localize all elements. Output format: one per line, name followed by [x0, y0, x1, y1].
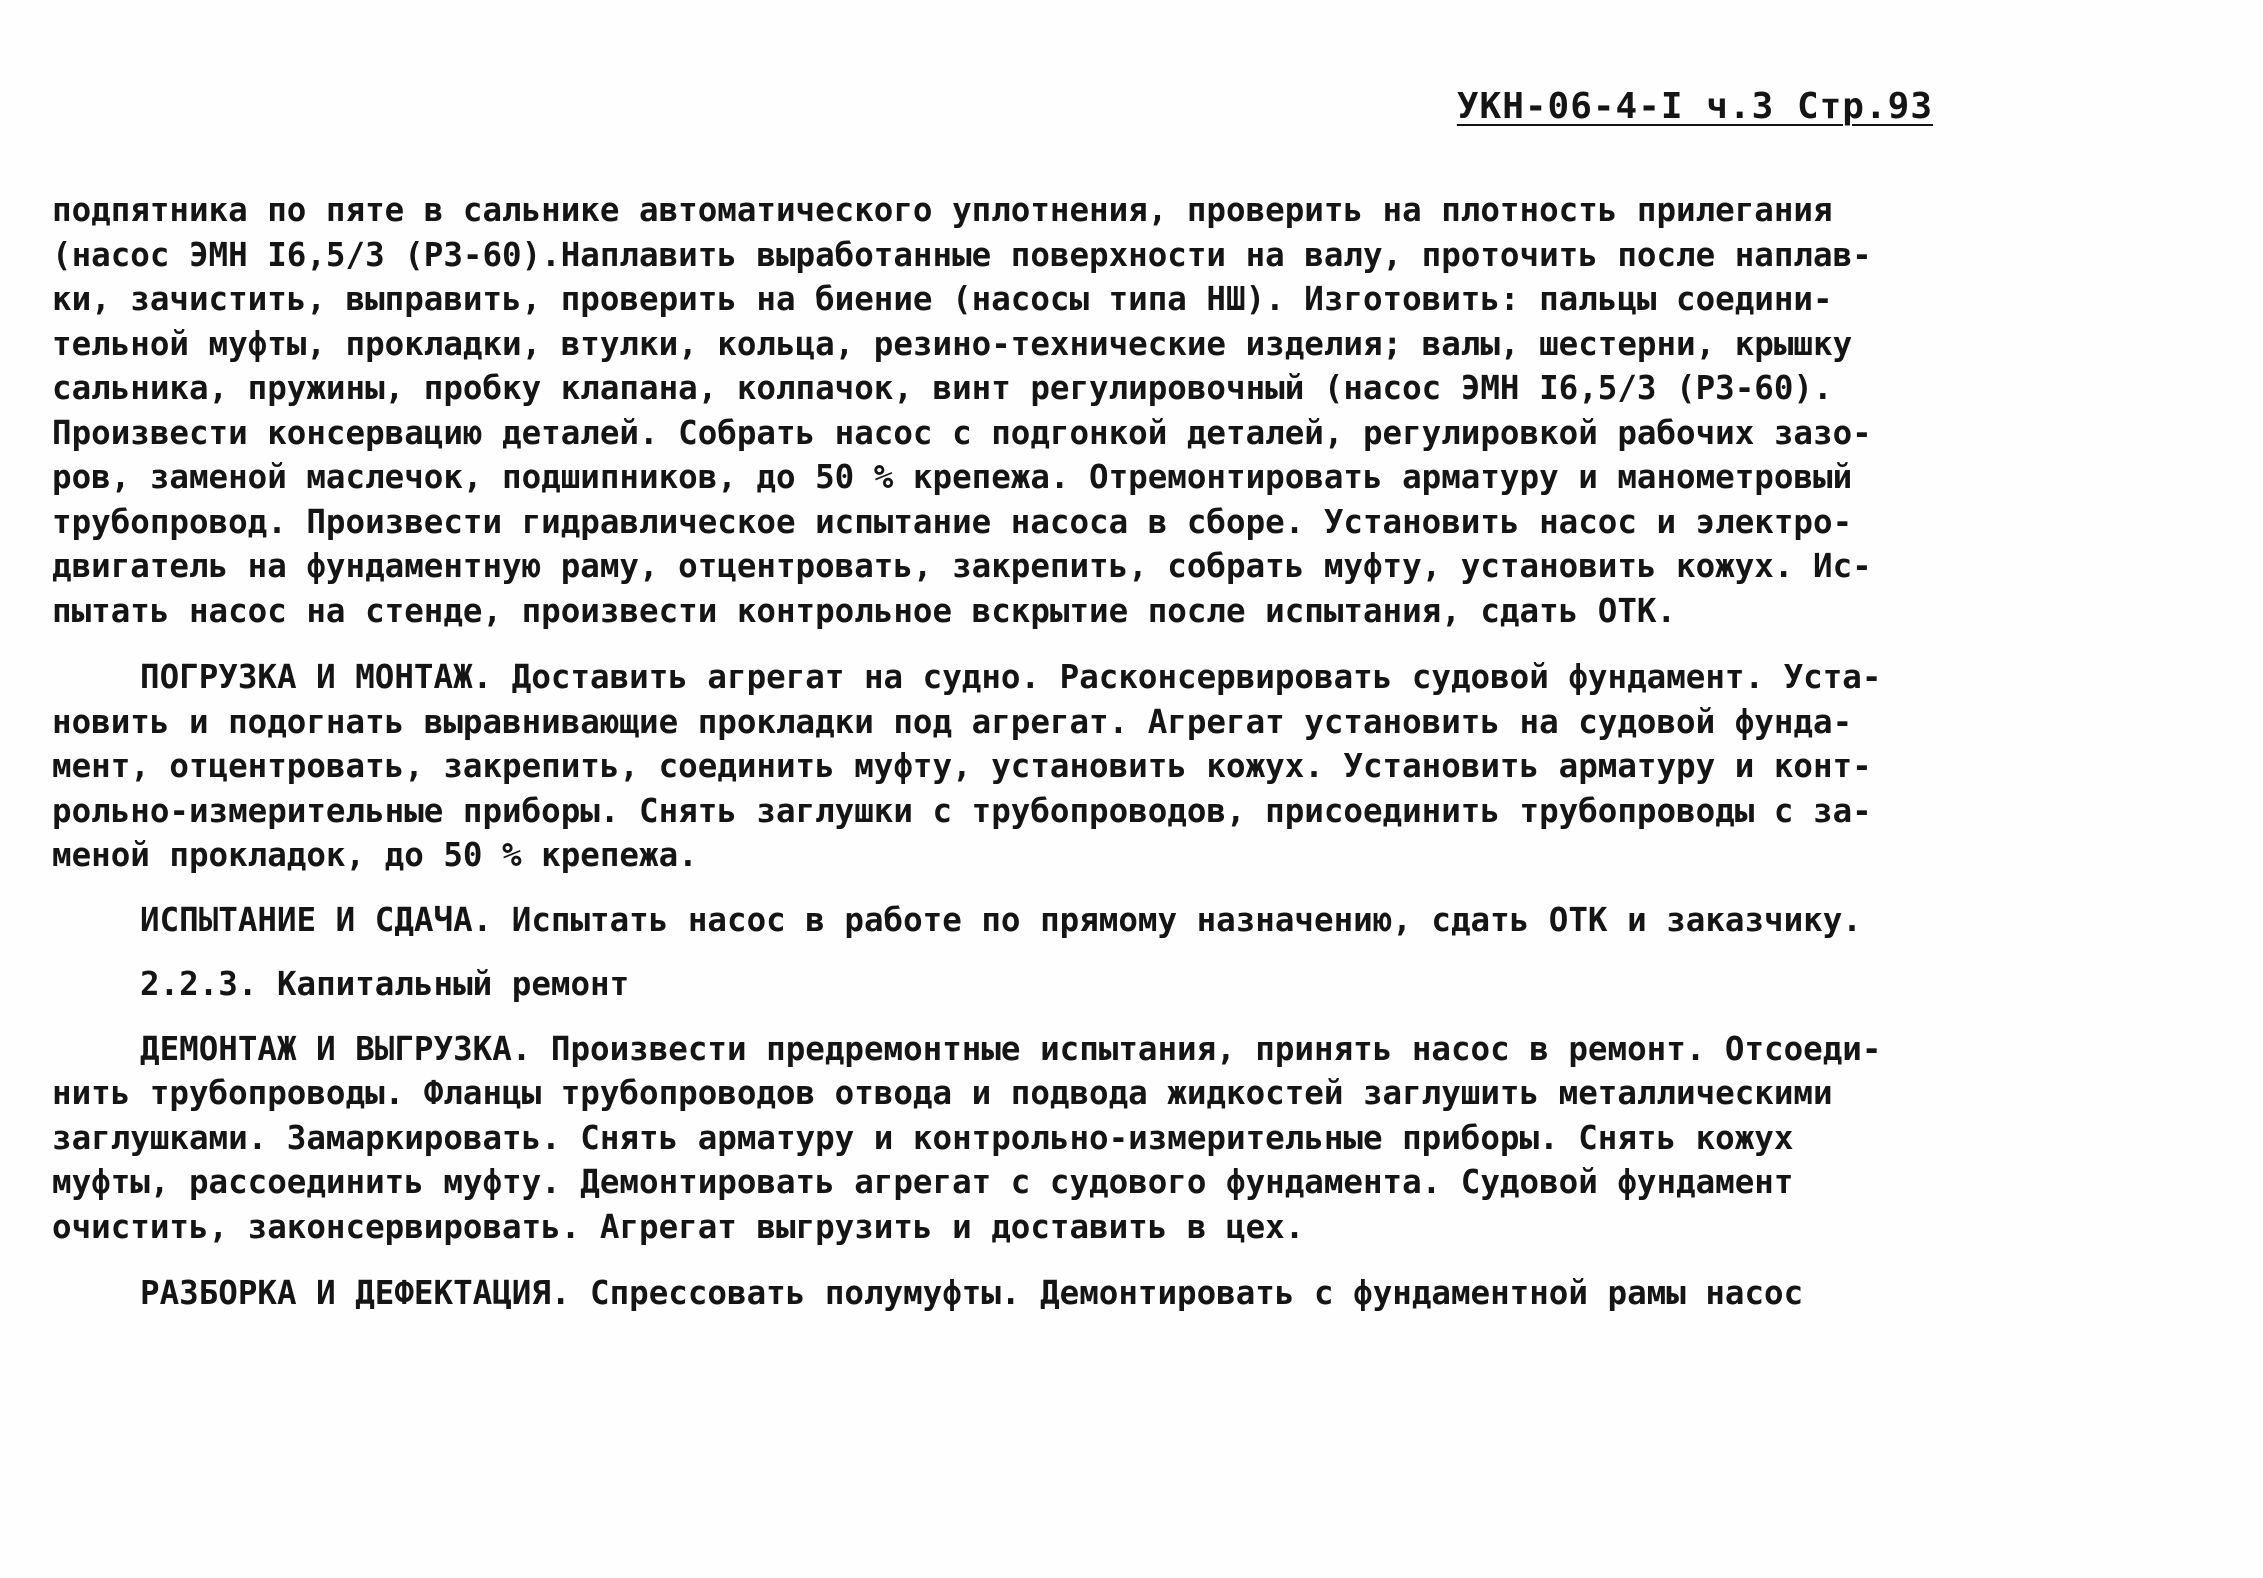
- text-line: тельной муфты, прокладки, втулки, кольца, резино-технические изделия; валы, шестерни, крышку: [52, 324, 1853, 363]
- text-line: подпятника по пяте в сальнике автоматического уплотнения, проверить на плотность прилегания: [52, 191, 1833, 229]
- text-line: ДЕМОНТАЖ И ВЫГРУЗКА. Произвести предремонтные испытания, принять насос в ремонт. Отсоеди-: [140, 1029, 1882, 1068]
- text-line: очистить, законсервировать. Агрегат выгрузить и доставить в цех.: [52, 1207, 1305, 1246]
- paragraph-disassembly-inspection: [52, 1271, 1932, 1316]
- paragraph-loading-mounting: [52, 655, 1932, 878]
- text-line: новить и подогнать выравнивающие прокладки под агрегат. Агрегат установить на судовой фунда-: [52, 702, 1853, 741]
- text-line: РАЗБОРКА И ДЕФЕКТАЦИЯ. Спрессовать полумуфты. Демонтировать с фундаментной рамы насос: [140, 1274, 1804, 1312]
- paragraph-testing-delivery: [52, 898, 1932, 943]
- section-title: 2.2.3. Капитальный ремонт: [140, 965, 630, 1003]
- text-line: Произвести консервацию деталей. Собрать насос с подгонкой деталей, регулировкой рабочих зазо-: [52, 413, 1872, 452]
- section-heading: [52, 962, 1932, 1007]
- text-line: ПОГРУЗКА И МОНТАЖ. Доставить агрегат на судно. Расконсервировать судовой фундамент. Уста-: [140, 658, 1882, 696]
- document-reference-header: УКН-06-4-I ч.3 Стр.93: [1456, 86, 1933, 127]
- document-body: [52, 188, 1932, 1316]
- paragraph-continuation: [52, 188, 1932, 633]
- text-line: заглушками. Замаркировать. Снять арматуру и контрольно-измерительные приборы. Снять кожух: [52, 1118, 1794, 1157]
- text-line: мент, отцентровать, закрепить, соединить муфту, установить кожух. Установить арматуру и конт-: [52, 747, 1872, 785]
- text-line: (насос ЭМН I6,5/3 (РЗ-60).Наплавить выработанные поверхности на валу, проточить после наплав-: [52, 235, 1872, 274]
- text-line: ки, зачистить, выправить, проверить на биение (насосы типа НШ). Изготовить: пальцы соедини-: [52, 280, 1833, 318]
- text-line: муфты, рассоединить муфту. Демонтировать агрегат с судового фундамента. Судовой фундамент: [52, 1163, 1794, 1201]
- text-line: трубопровод. Произвести гидравлическое испытание насоса в сборе. Установить насос и электро-: [52, 502, 1853, 541]
- text-line: меной прокладок, до 50 % крепежа.: [52, 836, 698, 874]
- paragraph-dismantling-unloading: [52, 1027, 1932, 1250]
- text-line: нить трубопроводы. Фланцы трубопроводов отвода и подвода жидкостей заглушить металлическими: [52, 1074, 1833, 1112]
- text-line: двигатель на фундаментную раму, отцентровать, закрепить, собрать муфту, установить кожух. Ис-: [52, 547, 1872, 585]
- text-line: рольно-измерительные приборы. Снять заглушки с трубопроводов, присоединить трубопроводы с за-: [52, 791, 1872, 830]
- text-line: ИСПЫТАНИЕ И СДАЧА. Испытать насос в работе по прямому назначению, сдать ОТК и заказчику.: [140, 900, 1862, 939]
- text-line: пытать насос на стенде, произвести контрольное вскрытие после испытания, сдать ОТК.: [52, 591, 1677, 630]
- text-line: ров, заменой маслечок, подшипников, до 50 % крепежа. Отремонтировать арматуру и манометровый: [52, 458, 1853, 496]
- text-line: сальника, пружины, пробку клапана, колпачок, винт регулировочный (насос ЭМН I6,5/3 (РЗ-60).: [52, 369, 1833, 407]
